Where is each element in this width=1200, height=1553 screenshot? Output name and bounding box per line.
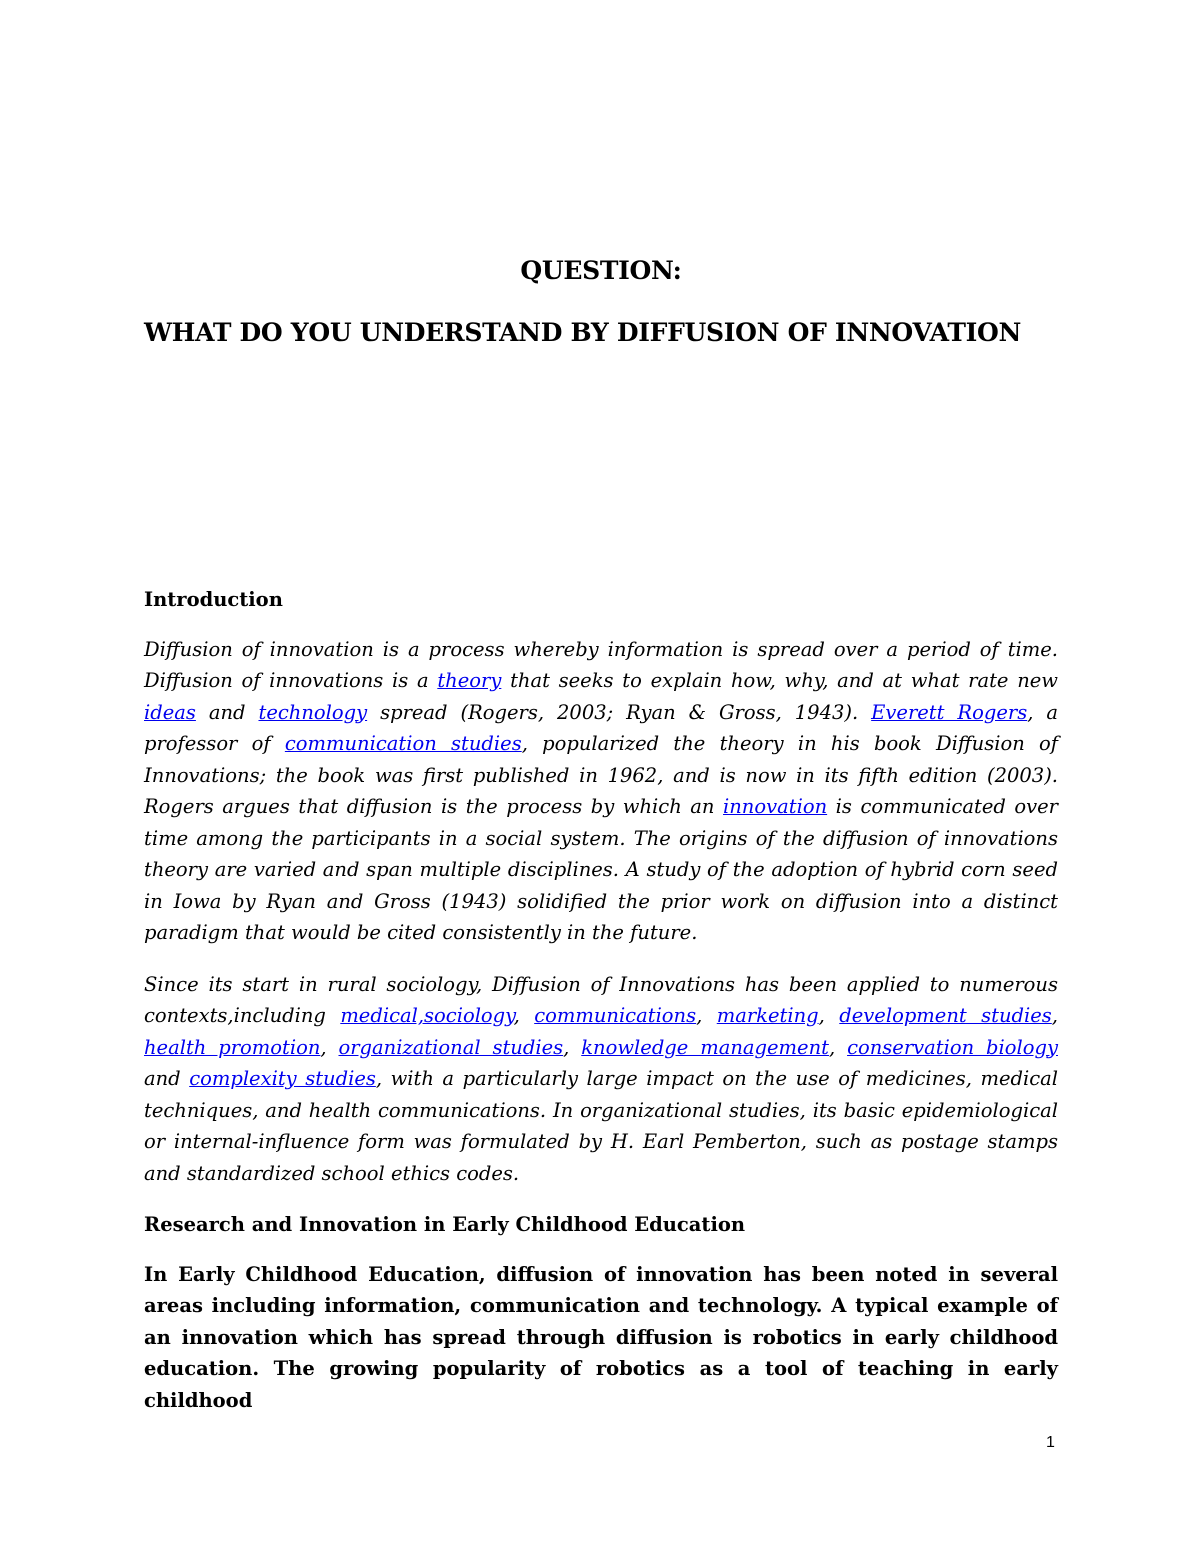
text-run: , — [563, 1035, 582, 1059]
question-title: WHAT DO YOU UNDERSTAND BY DIFFUSION OF INNOVATION — [144, 318, 1022, 347]
text-run: , — [320, 1035, 339, 1059]
text-run: , — [828, 1035, 848, 1059]
text-run: and — [144, 1067, 190, 1090]
link-complexity-studies[interactable]: complexity studies — [189, 1067, 376, 1090]
link-innovation[interactable]: innovation — [723, 795, 828, 818]
link-conservation-biology[interactable]: conservation biology — [847, 1035, 1058, 1059]
link-knowledge-management[interactable]: knowledge management — [581, 1035, 829, 1059]
text-run: , — [1051, 1004, 1058, 1027]
text-run: spread (Rogers, 2003; Ryan & Gross, 1943). — [367, 700, 872, 724]
link-technology[interactable]: technology — [258, 700, 368, 724]
link-development-studies[interactable]: development studies — [839, 1004, 1052, 1027]
text-run: , — [818, 1004, 840, 1027]
question-label: QUESTION: — [520, 256, 682, 285]
intro-paragraph-1 — [144, 634, 1058, 949]
link-medical-sociology[interactable]: medical,sociology — [340, 1004, 514, 1027]
text-run: is communicated over time among the participants in a social system. The origins of the diffusion of innovations theory are varied and span multiple disciplines. A study of the adoption of hybrid corn seed in Iowa by Ryan and Gross (1943) solidified the prior work on diffusion into a distinct paradigm that would be cited consistently in the future. — [144, 795, 1058, 944]
link-communications[interactable]: communications — [534, 1004, 697, 1027]
text-run: , — [696, 1004, 717, 1027]
link-everett-rogers[interactable]: Everett Rogers — [871, 700, 1028, 724]
text-run: , popularized the theory in his book Diffusion of Innovations; the book was first published in 1962, and is now in its fifth edition (2003). Rogers argues that diffusion is the process by which an — [144, 732, 1058, 818]
link-organizational-studies[interactable]: organizational studies — [338, 1035, 564, 1059]
text-run: that seeks to explain how, why, and at what rate new — [501, 669, 1058, 692]
link-communication-studies[interactable]: communication studies — [284, 732, 522, 755]
text-run: , — [513, 1004, 535, 1027]
document-body — [144, 584, 1058, 1436]
link-marketing[interactable]: marketing — [716, 1004, 819, 1027]
text-run: , with a particularly large impact on the use of medicines, medical techniques, and health communications. In organizational studies, its basic epidemiological or internal-influence form was formulated by H. Earl Pemberton, such as postage stamps and standardized school ethics codes. — [144, 1067, 1058, 1185]
intro-paragraph-2 — [144, 969, 1058, 1190]
text-run: Diffusion of innovation is a process whereby information is spread over a period of time. Diffusion of innovations is a — [144, 637, 1058, 692]
link-health-promotion[interactable]: health promotion — [144, 1035, 321, 1059]
link-ideas[interactable]: ideas — [144, 700, 196, 724]
page-number: 1 — [1046, 1434, 1055, 1451]
text-run: and — [195, 700, 259, 724]
intro-heading: Introduction — [144, 588, 283, 611]
text-run: , a professor of — [144, 700, 1058, 755]
link-theory[interactable]: theory — [437, 669, 502, 692]
text-run: Since its start in rural sociology, Diffusion of Innovations has been applied to numerous contexts,including — [144, 972, 1058, 1027]
research-heading: Research and Innovation in Early Childhood Education — [144, 1213, 746, 1236]
research-paragraph-1: In Early Childhood Education, diffusion of innovation has been noted in several areas including information, communication and technology. A typical example of an innovation which has spread through diffusion is robotics in early childhood education. The growing popularity of robotics as a tool of teaching in early childhood — [144, 1262, 1058, 1412]
